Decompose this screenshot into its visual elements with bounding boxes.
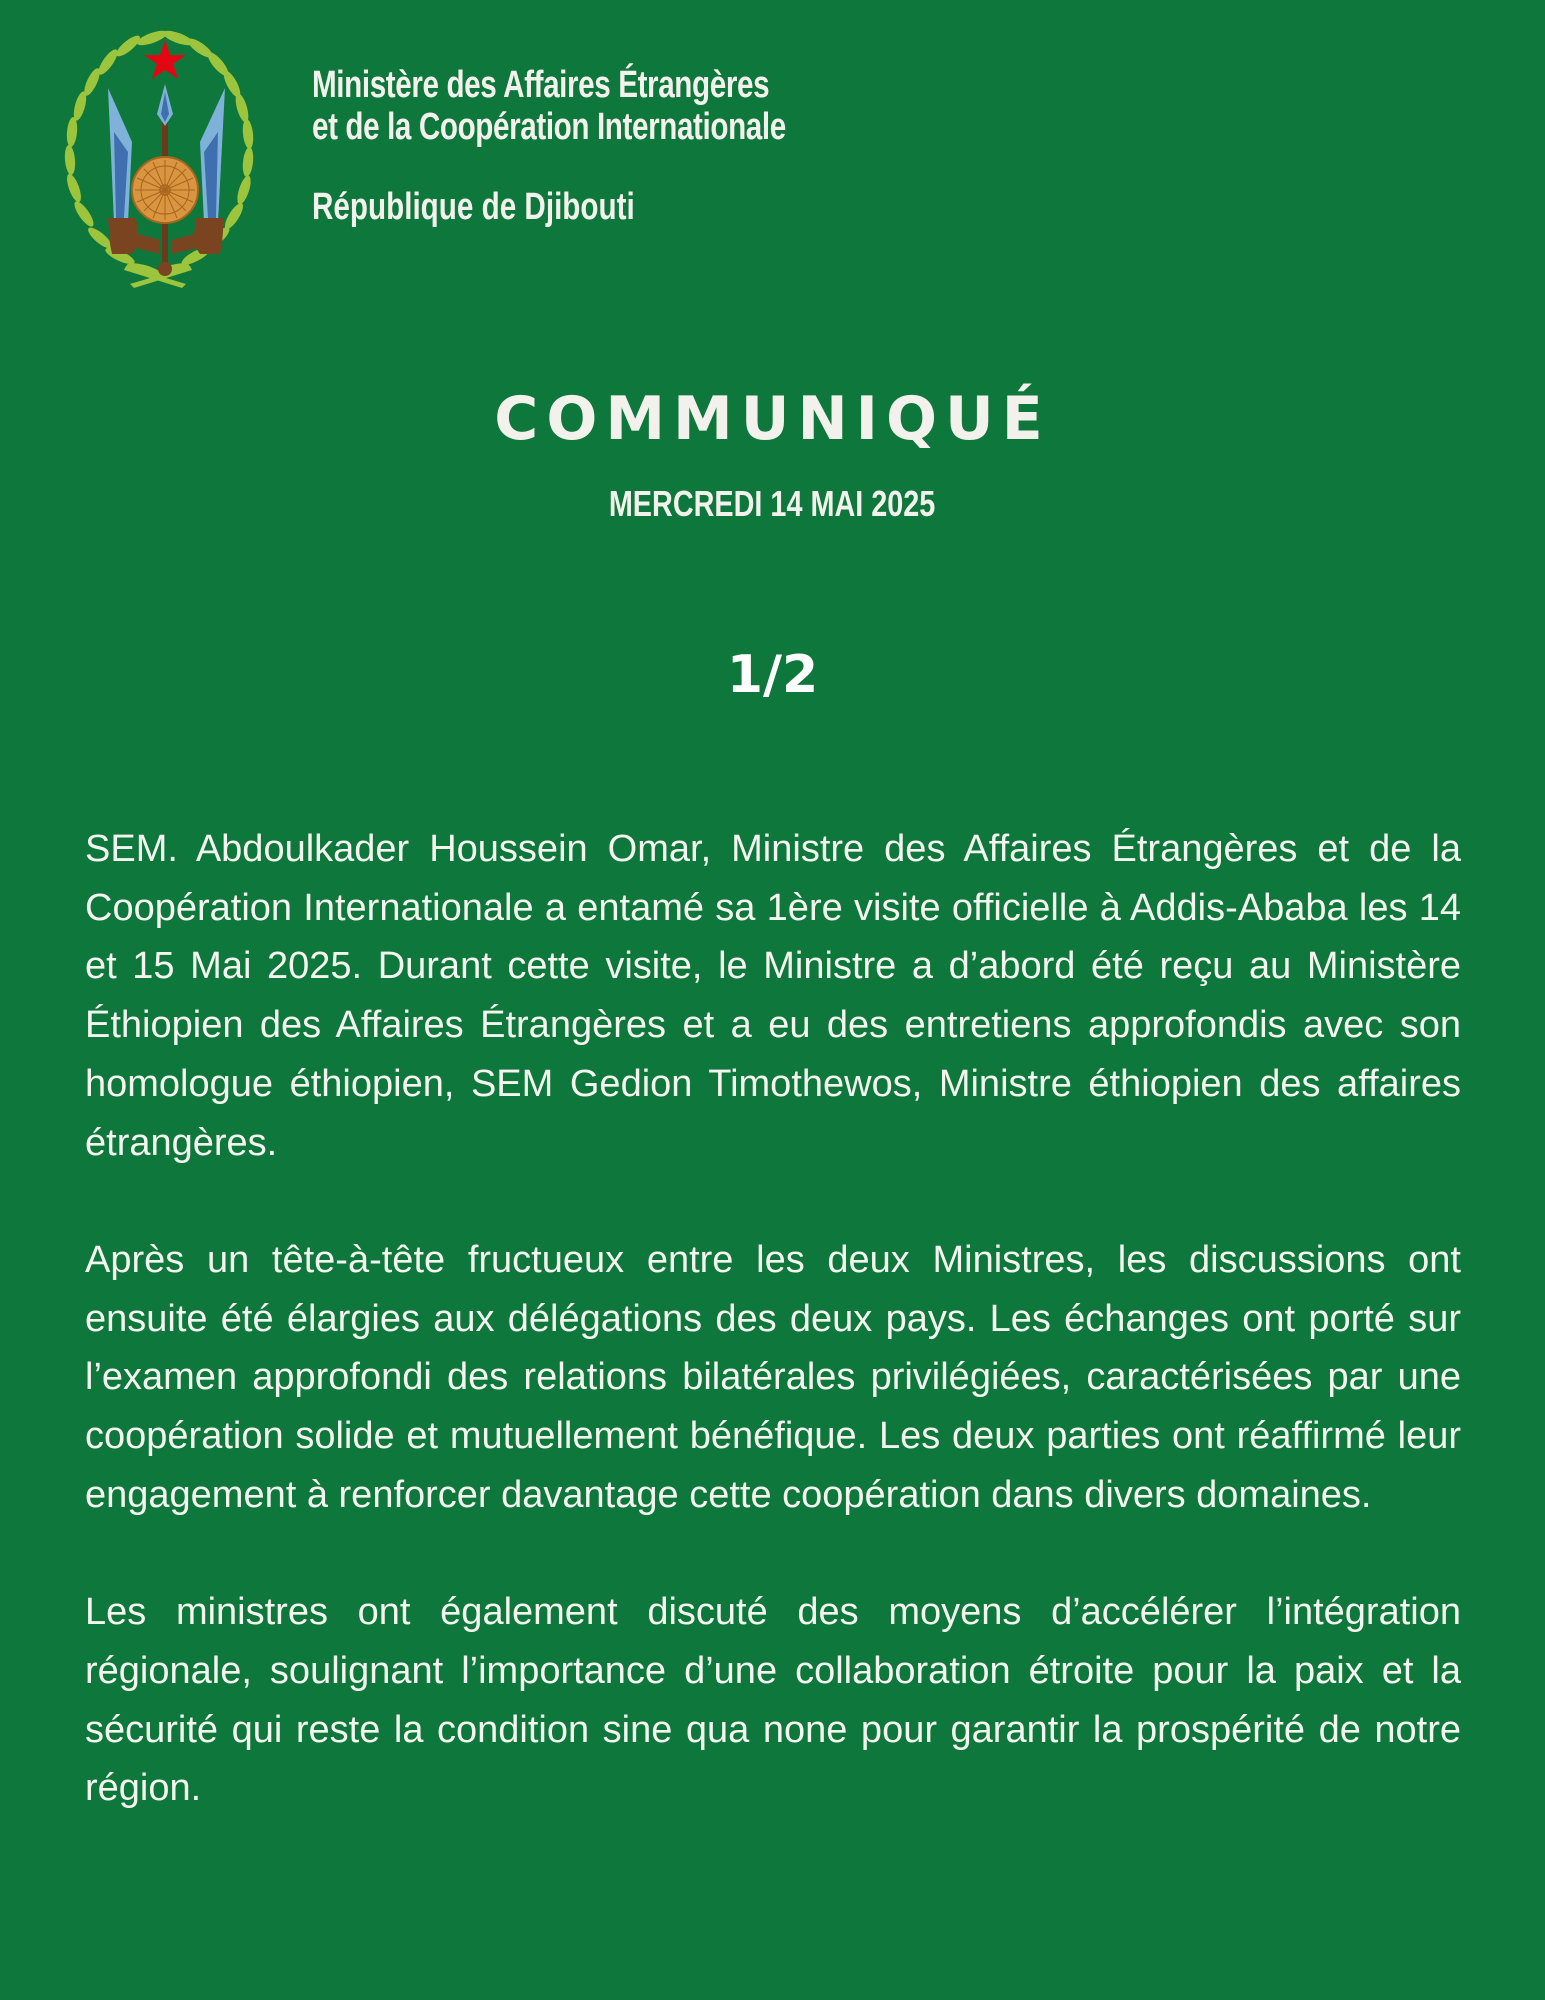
djibouti-coat-of-arms-icon (40, 22, 272, 294)
body-paragraph-3: Les ministres ont également discuté des moyens d’accélérer l’intégration régionale, soulignant l’importance d’une collaboration étroite pour la paix et la sécurité qui reste la condition sine qua none pour garantir la prospérité de notre région. (85, 1591, 1461, 1810)
ministry-name-line-2: et de la Coopération Internationale (312, 106, 786, 148)
document-title: COMMUNIQUÉ (494, 384, 1051, 454)
page-number: 1/2 (726, 645, 819, 705)
document-date-text: MERCREDI 14 MAI 2025 (609, 483, 936, 524)
body-paragraph-2: Après un tête-à-tête fructueux entre les deux Ministres, les discussions ont ensuite été élargies aux délégations des deux pays. Les échanges ont porté sur l’examen approfondi des relations bilatérales privilégiées, caractérisées par une coopération solide et mutuellement bénéfique. Les deux parties ont réaffirmé leur engagement à renforcer davantage cette coopération dans divers domaines. (85, 1238, 1461, 1516)
body-paragraph-1: SEM. Abdoulkader Houssein Omar, Ministre des Affaires Étrangères et de la Coopération Internationale a entamé sa 1ère visite officielle à Addis-Ababa les 14 et 15 Mai 2025. Durant cette visite, le Ministre a d’abord été reçu au Ministère Éthiopien des Affaires Étrangères et a eu des entretiens approfondis avec son homologue éthiopien, SEM Gedion Timothewos, Ministre éthiopien des affaires étrangères. (85, 828, 1461, 1164)
coat-of-arms-emblem (40, 22, 272, 294)
ministry-name-line-1: Ministère des Affaires Étrangères (312, 64, 770, 106)
country-name: République de Djibouti (312, 186, 635, 228)
communique-body (85, 820, 1461, 1877)
document-date (0, 482, 1545, 526)
ministry-header (312, 64, 919, 228)
